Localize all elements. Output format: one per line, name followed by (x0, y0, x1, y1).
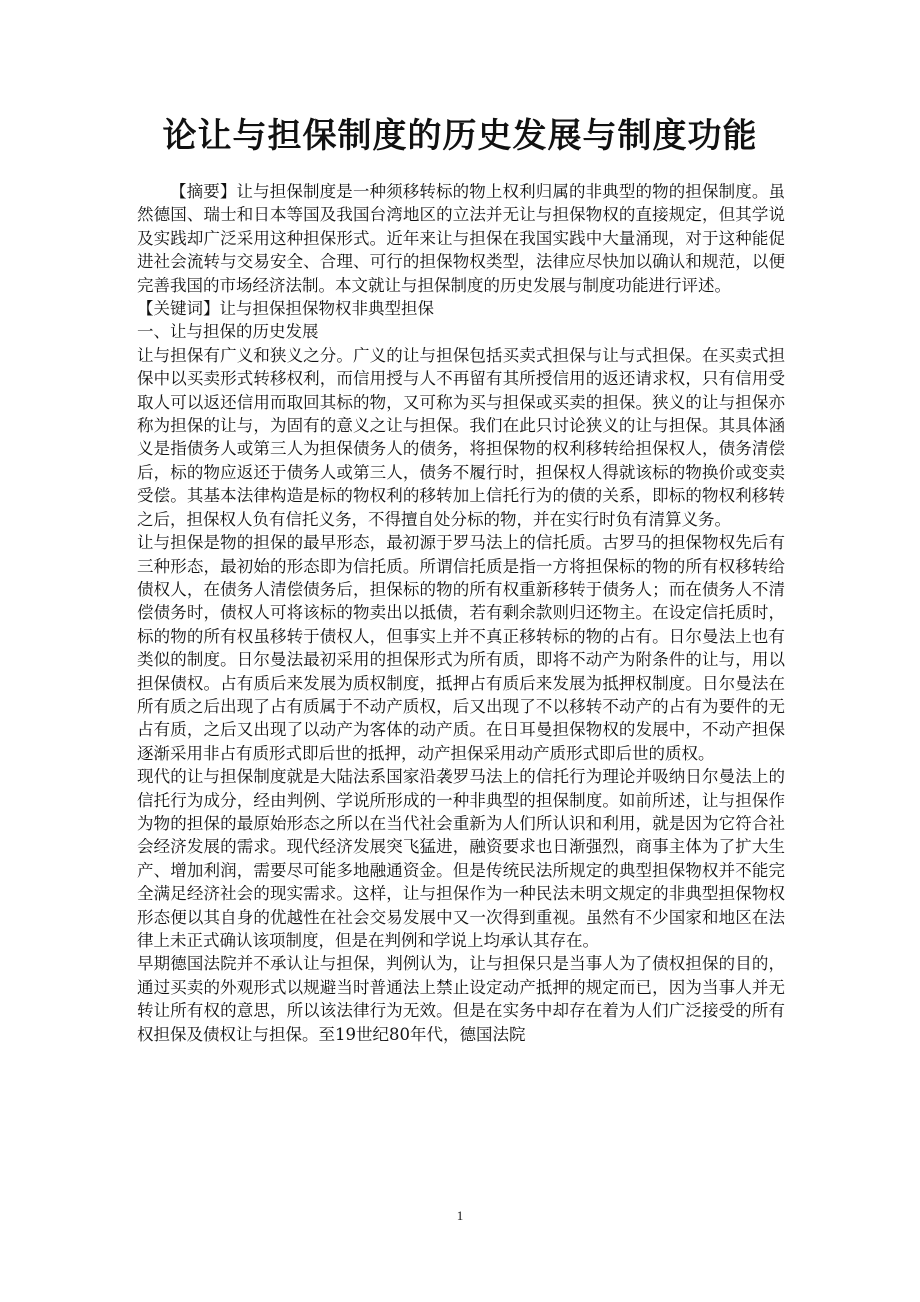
document-title: 论让与担保制度的历史发展与制度功能 (162, 116, 758, 156)
body-paragraph: 让与担保有广义和狭义之分。广义的让与担保包括买卖式担保与让与式担保。在买卖式担保中以买卖形式转移权利，而信用授与人不再留有其所授信用的返还请求权，只有信用受取人可以返还信用而取回其标的物，又可称为买与担保或买卖的担保。狭义的让与担保亦称为担保的让与，为固有的意义之让与担保。我们在此只讨论狭义的让与担保。其具体涵义是指债务人或第三人为担保债务人的债务，将担保物的权利移转给担保权人，债务清偿后，标的物应返还于债务人或第三人，债务不履行时，担保权人得就该标的物换价或变卖受偿。其基本法律构造是标的物权利的移转加上信托行为的债的关系，即标的物权利移转之后，担保权人负有信托义务，不得擅自处分标的物，并在实行时负有清算义务。 (137, 345, 785, 529)
document-body (137, 180, 785, 1046)
keywords-line: 【关键词】让与担保担保物权非典型担保 (137, 299, 434, 319)
body-paragraph: 现代的让与担保制度就是大陆法系国家沿袭罗马法上的信托行为理论并吸纳日尔曼法上的信托行为成分，经由判例、学说所形成的一种非典型的担保制度。如前所述，让与担保作为物的担保的最原始形态之所以在当代社会重新为人们所认识和利用，就是因为它符合社会经济发展的需求。现代经济发展突飞猛进，融资要求也日渐强烈，商事主体为了扩大生产、增加利润，需要尽可能多地融通资金。但是传统民法所规定的典型担保物权并不能完全满足经济社会的现实需求。这样，让与担保作为一种民法未明文规定的非典型担保物权形态便以其自身的优越性在社会交易发展中又一次得到重视。虽然有不少国家和地区在法律上未正式确认该项制度，但是在判例和学说上均承认其存在。 (137, 767, 785, 950)
page-number: 1 (456, 1208, 464, 1223)
abstract-paragraph: 【摘要】让与担保制度是一种须移转标的物上权利归属的非典型的物的担保制度。虽然德国、瑞士和日本等国及我国台湾地区的立法并无让与担保物权的直接规定，但其学说及实践却广泛采用这种担保形式。近年来让与担保在我国实践中大量涌现，对于这种能促进社会流转与交易安全、合理、可行的担保物权类型，法律应尽快加以确认和规范，以便完善我国的市场经济法制。本文就让与担保制度的历史发展与制度功能进行评述。 (137, 182, 785, 295)
section-heading: 一、让与担保的历史发展 (137, 322, 319, 342)
body-paragraph: 让与担保是物的担保的最早形态，最初源于罗马法上的信托质。古罗马的担保物权先后有三种形态，最初始的形态即为信托质。所谓信托质是指一方将担保标的物的所有权移转给债权人，在债务人清偿债务后，担保标的物的所有权重新移转于债务人；而在债务人不清偿债务时，债权人可将该标的物卖出以抵债，若有剩余款则归还物主。在设定信托质时，标的物的所有权虽移转于债权人，但事实上并不真正移转标的物的占有。日尔曼法上也有类似的制度。日尔曼法最初采用的担保形式为所有质，即将不动产为附条件的让与，用以担保债权。占有质后来发展为质权制度，抵押占有质后来发展为抵押权制度。日尔曼法在所有质之后出现了占有质属于不动产质权，后又出现了不以移转不动产的占有为要件的无占有质，之后又出现了以动产为客体的动产质。在日耳曼担保物权的发展中，不动产担保逐渐采用非占有质形式即后世的抵押，动产担保采用动产质形式即后世的质权。 (137, 533, 785, 763)
body-paragraph: 早期德国法院并不承认让与担保，判例认为，让与担保只是当事人为了债权担保的目的，通过买卖的外观形式以规避当时普通法上禁止设定动产抵押的规定而已，因为当事人并无转让所有权的意思，所以该法律行为无效。但是在实务中却存在着为人们广泛接受的所有权担保及债权让与担保。至19世纪80年代，德国法院 (137, 954, 785, 1044)
